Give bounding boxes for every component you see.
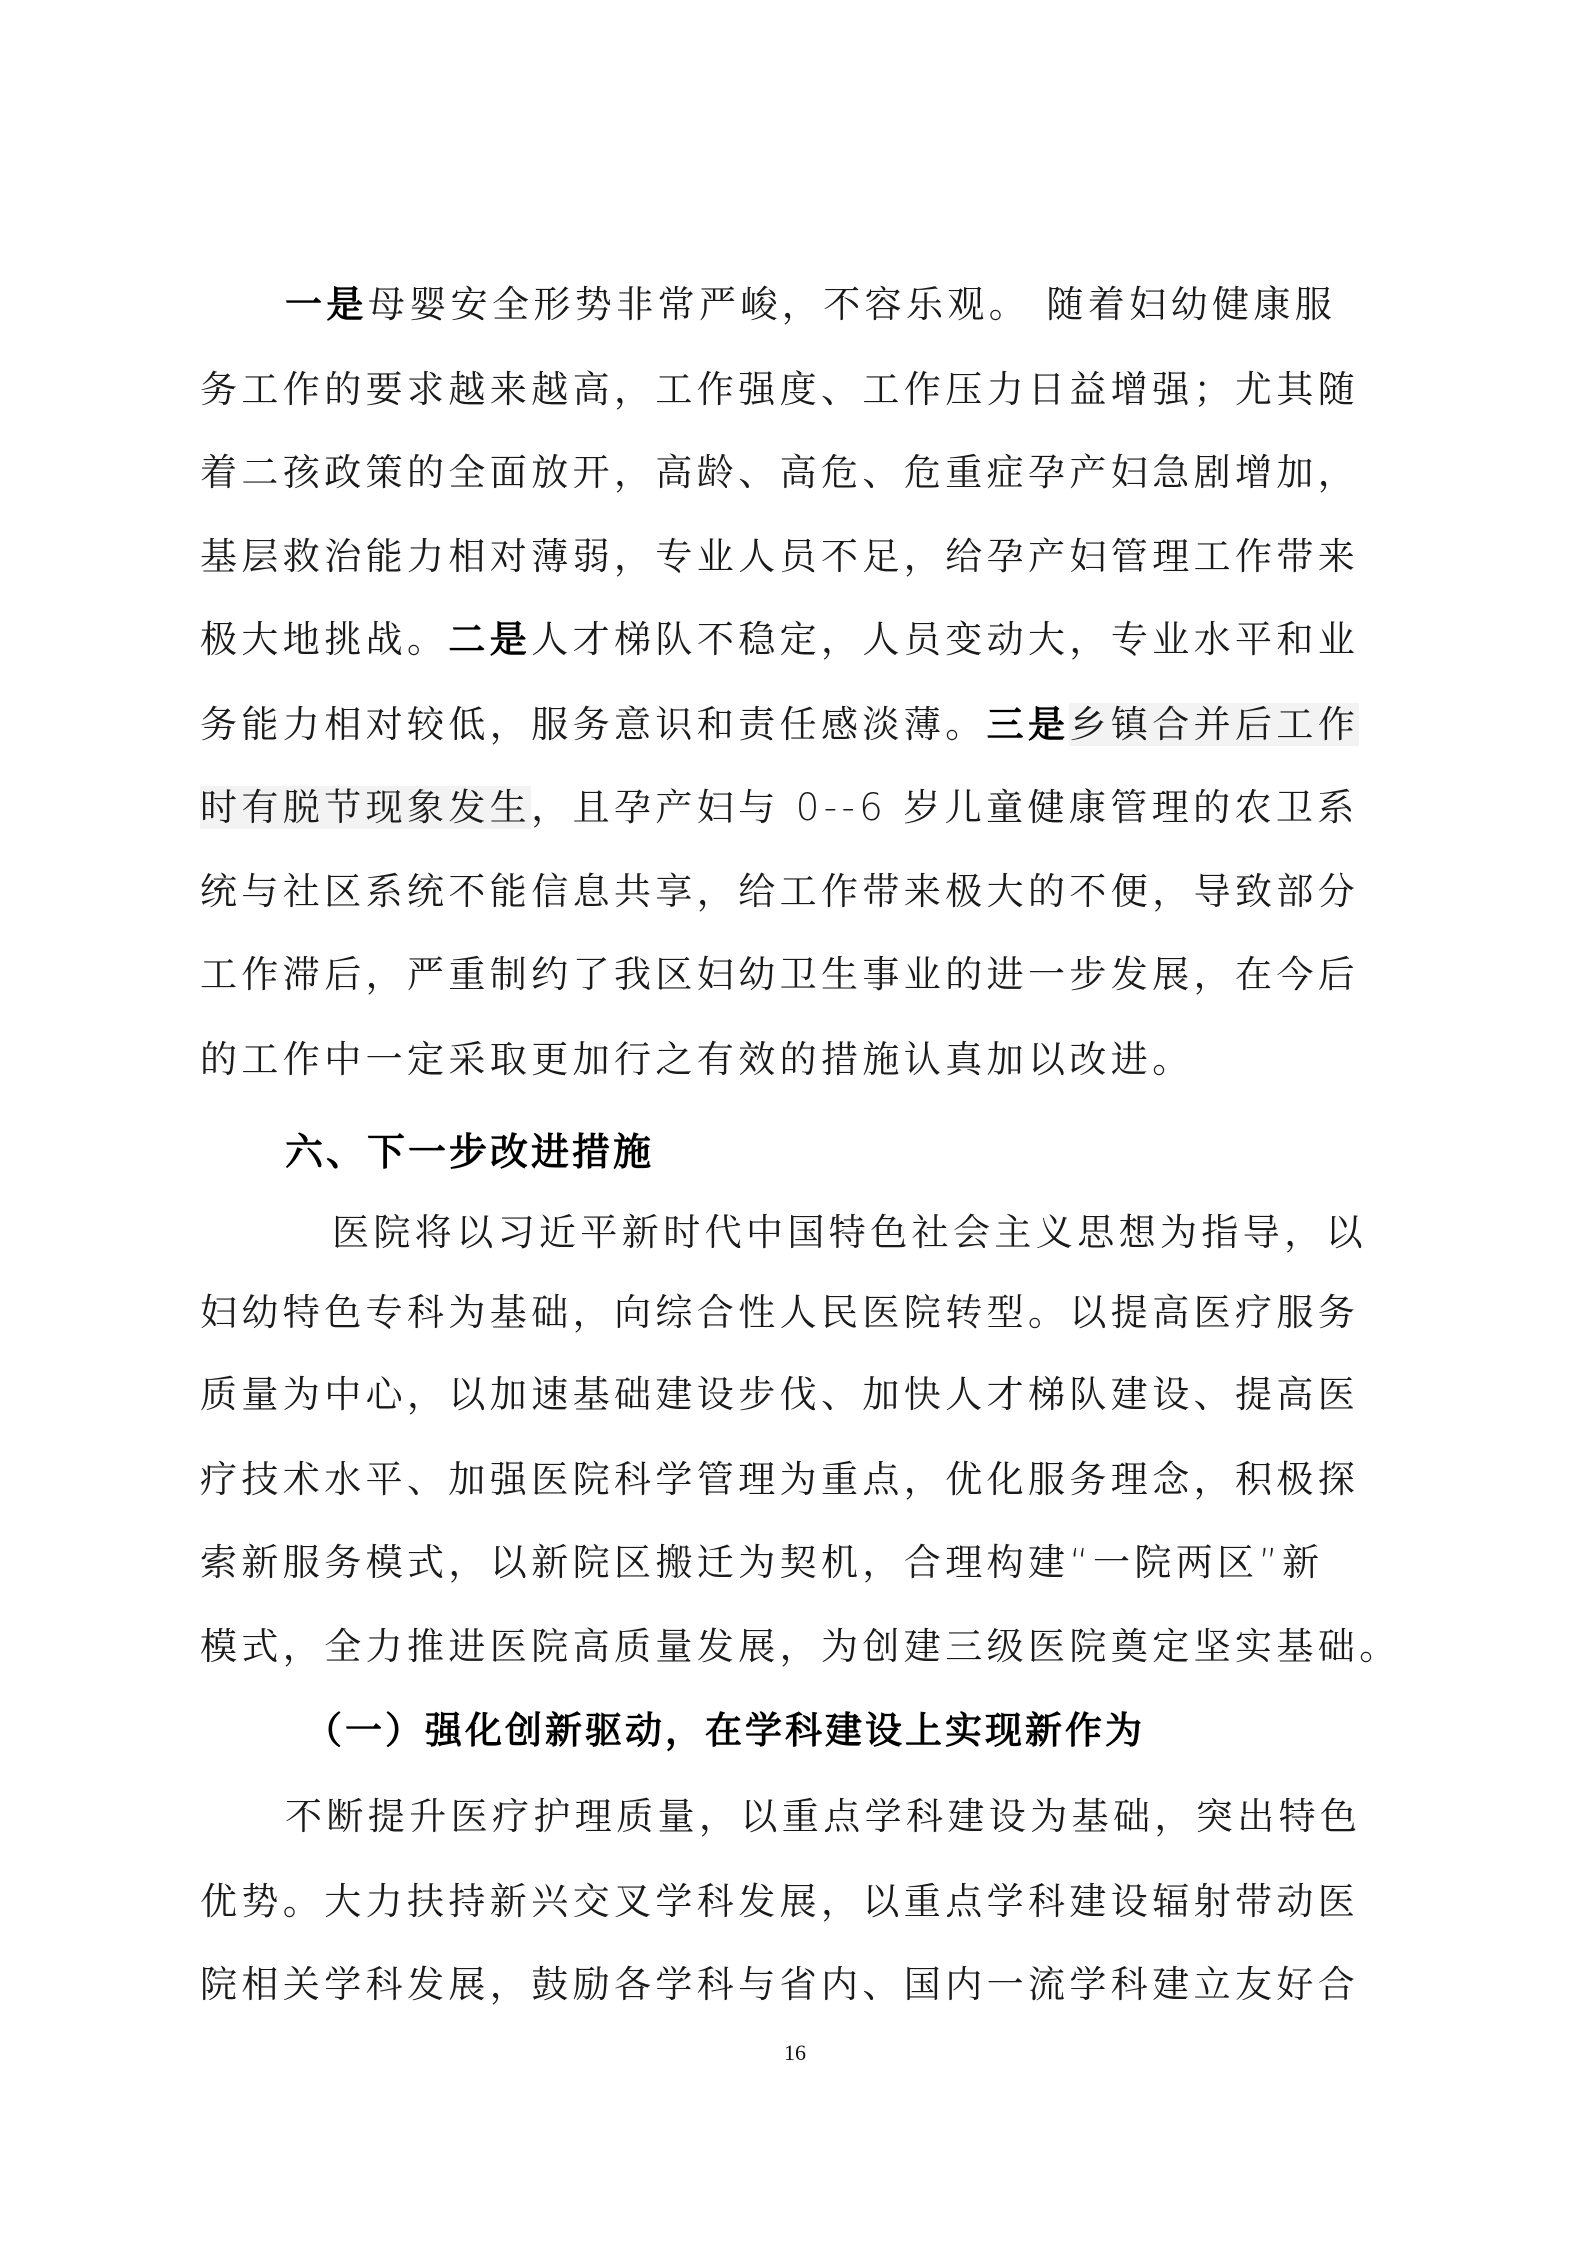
line-text: 模式，全力推进医院高质量发展，为创建三级医院奠定坚实基础。 xyxy=(200,1625,1401,1668)
line-text: 工作滞后，严重制约了我区妇幼卫生事业的进一步发展，在今后 xyxy=(200,953,1360,996)
line-text: 院相关学科发展，鼓励各学科与省内、国内一流学科建立友好合 xyxy=(200,1963,1360,2006)
line-text: 人才梯队不稳定，人员变动大，专业水平和业 xyxy=(531,618,1360,661)
line-text: 优势。大力扶持新兴交叉学科发展，以重点学科建设辐射带动医 xyxy=(200,1880,1360,1923)
line-text: 务工作的要求越来越高，工作强度、工作压力日益增强；尤其随 xyxy=(200,368,1360,411)
line-text: 质量为中心，以加速基础建设步伐、加快人才梯队建设、提高医 xyxy=(200,1373,1360,1416)
line-text: ，且孕产妇与 0--6 岁儿童健康管理的农卫系 xyxy=(531,786,1359,829)
text-line xyxy=(200,1283,1410,1343)
text-line xyxy=(200,1533,1410,1593)
text-line xyxy=(200,443,1410,503)
text-line xyxy=(332,1203,1410,1263)
line-text: 着二孩政策的全面放开，高龄、高危、危重症孕产妇急剧增加， xyxy=(200,451,1360,494)
text-line xyxy=(200,610,1410,670)
text-line xyxy=(200,527,1410,587)
text-line xyxy=(200,1450,1410,1510)
text-line xyxy=(200,1955,1410,2015)
text-line xyxy=(200,1872,1410,1932)
text-line xyxy=(200,695,1410,755)
emphasis-lead: 二是 xyxy=(448,618,532,661)
subsection-heading: （一）强化创新驱动，在学科建设上实现新作为 xyxy=(305,1708,1145,1752)
text-line xyxy=(200,1365,1410,1425)
line-text: 疗技术水平、加强医院科学管理为重点，优化服务理念，积极探 xyxy=(200,1458,1360,1501)
text-line xyxy=(285,1787,1410,1847)
text-line xyxy=(200,360,1410,420)
emphasis-lead: 三是 xyxy=(986,703,1070,746)
text-line xyxy=(200,945,1410,1005)
line-text: 统与社区系统不能信息共享，给工作带来极大的不便，导致部分 xyxy=(200,870,1360,913)
highlighted-text: 时有脱节现象发生 xyxy=(200,786,532,829)
line-text: 的工作中一定采取更加行之有效的措施认真加以改进。 xyxy=(200,1038,1194,1081)
section-heading: 六、下一步改进措施 xyxy=(285,1130,655,1174)
line-text: 务能力相对较低，服务意识和责任感淡薄。 xyxy=(200,703,987,746)
text-line xyxy=(200,1617,1410,1677)
page-number: 16 xyxy=(784,2040,806,2065)
line-text: 医院将以习近平新时代中国特色社会主义思想为指导，以 xyxy=(332,1211,1367,1254)
line-text: 不断提升医疗护理质量，以重点学科建设为基础，突出特色 xyxy=(285,1795,1362,1838)
line-text: 极大地挑战。 xyxy=(200,618,449,661)
emphasis-lead: 一是 xyxy=(285,283,368,326)
text-line xyxy=(200,778,1410,838)
highlighted-text: 乡镇合并后工作 xyxy=(1069,703,1360,746)
text-line xyxy=(200,862,1410,922)
text-line xyxy=(285,275,1410,335)
line-text: 妇幼特色专科为基础，向综合性人民医院转型。以提高医疗服务 xyxy=(200,1291,1360,1334)
text-line xyxy=(200,1030,1410,1090)
line-text: 基层救治能力相对薄弱，专业人员不足，给孕产妇管理工作带来 xyxy=(200,535,1360,578)
line-text: 母婴安全形势非常严峻，不容乐观。 随着妇幼健康服 xyxy=(367,283,1337,326)
line-text: 索新服务模式，以新院区搬迁为契机，合理构建“一院两区”新 xyxy=(200,1541,1324,1584)
